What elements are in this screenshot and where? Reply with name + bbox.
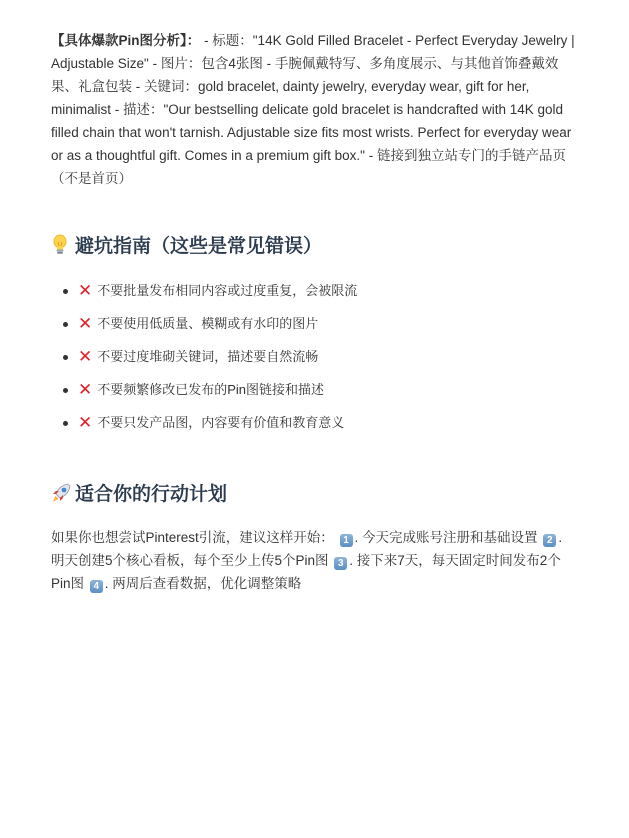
bullet <box>63 388 68 393</box>
plan-step-text: . 明天创建5个核心看板，每个至少上传5个Pin图 <box>51 530 563 568</box>
cross-mark-icon: ✕ <box>78 314 93 333</box>
avoid-heading <box>51 231 322 258</box>
plan-step-text: . 今天完成账号注册和基础设置 <box>354 530 538 545</box>
list-item-text: 不要频繁修改已发布的Pin图链接和描述 <box>97 382 325 397</box>
avoid-heading-text: 避坑指南（这些是常见错误） <box>75 236 323 257</box>
lightbulb-icon <box>51 234 71 256</box>
bullet <box>63 322 68 327</box>
keycap-1-icon: 1 <box>340 534 353 547</box>
keycap-2-icon: 2 <box>543 534 556 547</box>
mistakes-list <box>51 279 577 444</box>
bullet <box>63 421 68 426</box>
list-item <box>51 279 577 312</box>
rocket-icon <box>51 482 71 504</box>
list-item-text: 不要使用低质量、模糊或有水印的图片 <box>97 316 319 331</box>
intro-text: - 标题："14K Gold Filled Bracelet - Perfect Everyday Jewelry | Adjustable Size" - 图片：包含4张图 - 手腕佩戴特写、多角度展示、与其他首饰叠戴效果、礼盒包装 - 关键词：gold bracelet, dainty jewelry, everyday wear, gift for her, minimalist - 描述："Our bestselling delicate gold bracelet is handcrafted with 14K gold filled chain that won't tarnish. Adjustable size fits most wrists. Perfect for everyday wear or as a thoughtful gift. Comes in a premium gift box." - 链接到独立站专门的手链产品页（不是首页） <box>51 33 575 186</box>
intro-label: 【具体爆款Pin图分析】： <box>51 33 201 48</box>
cross-mark-icon: ✕ <box>78 281 93 300</box>
cross-mark-icon: ✕ <box>78 413 93 432</box>
plan-step-text: . 两周后查看数据，优化调整策略 <box>104 576 302 591</box>
intro-paragraph <box>51 29 577 190</box>
list-item-text: 不要过度堆砌关键词，描述要自然流畅 <box>97 349 319 364</box>
cross-mark-icon: ✕ <box>78 380 93 399</box>
plan-paragraph <box>51 526 577 595</box>
bullet <box>63 289 68 294</box>
cross-mark-icon: ✕ <box>78 347 93 366</box>
list-item <box>51 312 577 345</box>
plan-heading <box>51 479 227 506</box>
list-item <box>51 411 577 444</box>
keycap-4-icon: 4 <box>90 580 103 593</box>
bullet <box>63 355 68 360</box>
list-item <box>51 345 577 378</box>
plan-lead: 如果你也想尝试Pinterest引流，建议这样开始： <box>51 530 334 545</box>
list-item-text: 不要只发产品图，内容要有价值和教育意义 <box>97 415 345 430</box>
keycap-3-icon: 3 <box>334 557 347 570</box>
list-item <box>51 378 577 411</box>
plan-heading-text: 适合你的行动计划 <box>75 484 228 505</box>
plan-step-text: . 接下来7天，每天固定时间发布2个Pin图 <box>51 553 561 591</box>
list-item-text: 不要批量发布相同内容或过度重复，会被限流 <box>97 283 358 298</box>
